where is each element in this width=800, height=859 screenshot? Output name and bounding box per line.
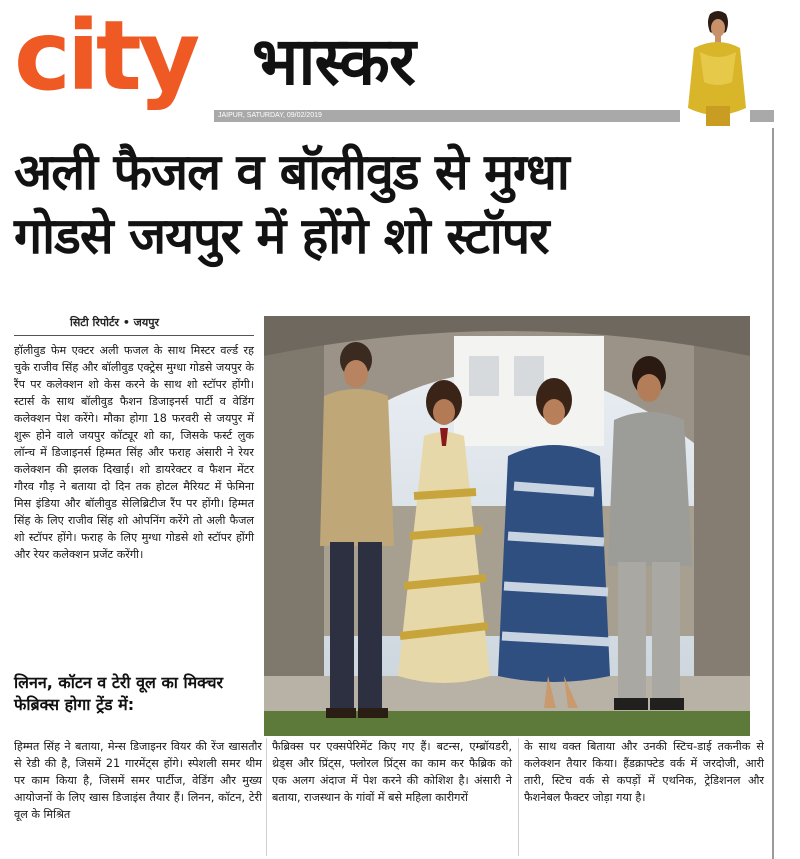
article-body-column-4: के साथ वक्त बिताया और उनकी स्टिच-डाई तकनीक से कलेक्शन तैयार किया। हैंडक्राफ्टेड वर्क में जरदोजी, आरी तारी, स्टिच वर्क से कपड़ों में एथनिक, ट्रेडिशनल और फैशनेबल फैक्टर जोड़ा गया है।: [524, 740, 764, 804]
article-body-column-3: फैब्रिक्स पर एक्सपेरिमेंट किए गए हैं। बटन्स, एम्ब्रॉयडरी, थ्रेड्स और प्रिंट्स, फ्लोरल प्रिंट्स का काम कर फैब्रिक को एक अलग अंदाज में पेश करने की कोशिश है। अंसारी ने बताया, राजस्थान के गांवों में बसे महिला कारीगरों: [272, 740, 512, 804]
headline-line-1: अली फैजल व बॉलीवुड से मुग्धा: [14, 143, 569, 201]
fashion-models-photo: [264, 316, 750, 736]
column-divider: [518, 738, 519, 856]
masthead: [0, 0, 800, 128]
article-body-column-1: हॉलीवुड फेम एक्टर अली फजल के साथ मिस्टर वर्ल्ड रह चुके राजीव सिंह और बॉलीवुड एक्ट्रेस मुग्धा गोडसे जयपुर के रैंप पर कलेक्शन शो केस करने के साथ शो स्टॉपर होंगी। स्टार्स के साथ बॉलीवुड फैशन डिजाइनर्स पार्टी व वेडिंग कलेक्शन पेश करेंगे। मौका होगा 18 फरवरी से जयपुर में शुरू होने वाले जयपुर कॉट्यूर शो का, जिसके फर्स्ट लुक लॉन्च में डिजाइनर्स हिम्मत सिंह और फराह अंसारी ने रेयर कलेक्शन की झलक दिखाई। शो डायरेक्टर व फैशन मेंटर गौरव गौड़ ने बताया दो दिन तक होटल मैरियट में फेमिना मिस इंडिया और बॉलीवुड सेलिब्रिटीज रैंप पर होंगी। हिम्मत सिंह के लिए राजीव सिंह शो ओपनिंग करेंगे तो अली फैजल शो स्टॉपर होंगे। फराह के लिए मुग्धा गोडसे शो स्टॉपर होंगी और रेयर कलेक्शन प्रजेंट करेंगी।: [14, 344, 254, 561]
article-body-column-2: हिम्मत सिंह ने बताया, मेन्स डिजाइनर वियर की रेंज खासतौर से रेडी की है, जिसमें 21 गारमेंट्स होंगे। स्पेशली समर थीम पर काम किया है, जिसमें समर पार्टीज, वेडिंग और मुख्य आयोजनों के लिए खास डिजाइंस तैयार हैं। लिनन, कॉटन, टेरी वूल के मिश्रित: [14, 740, 262, 821]
byline-divider: [14, 335, 254, 336]
headline-line-2: गोडसे जयपुर में होंगे शो स्टॉपर: [14, 207, 549, 265]
article-subhead: लिनन, कॉटन व टेरी वूल का मिक्चर फेब्रिक्स होगा ट्रेंड में:: [14, 673, 224, 714]
city-logo: city: [14, 0, 197, 112]
byline: सिटी रिपोर्टर • जयपुर: [70, 316, 159, 329]
column-divider: [266, 738, 267, 856]
dateline: JAIPUR, SATURDAY, 09/02/2019: [218, 112, 322, 119]
article-headline: [14, 140, 774, 268]
bhaskar-logo: भास्कर: [252, 23, 415, 100]
masthead-model-image: [680, 8, 750, 126]
